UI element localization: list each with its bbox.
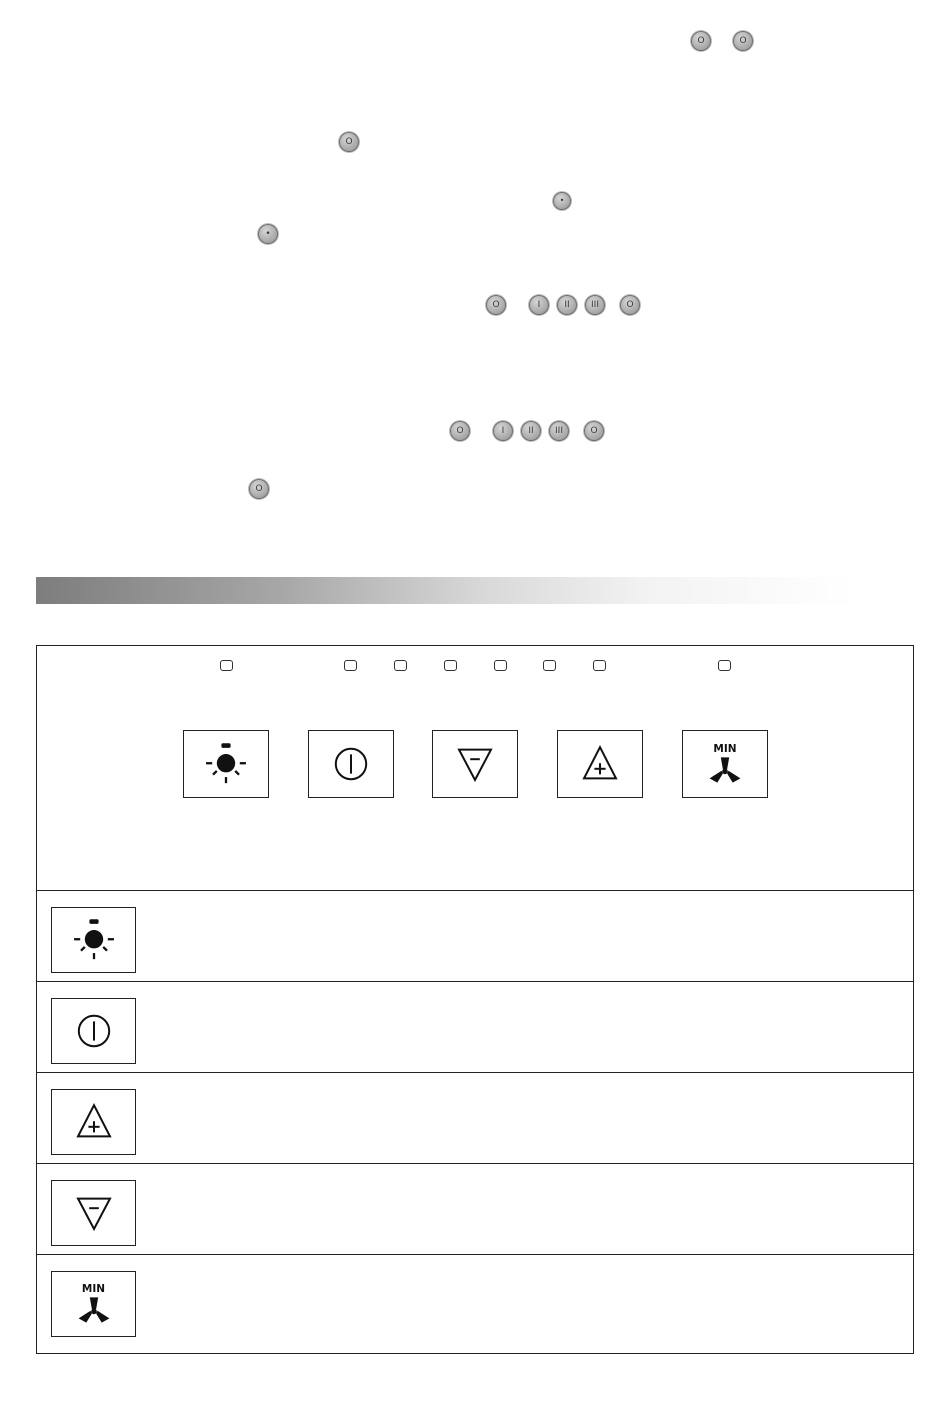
row-divider (37, 981, 913, 982)
round-button: II (521, 421, 541, 441)
legend-speed-down-key (51, 1180, 136, 1246)
legend-light-key (51, 907, 136, 973)
round-button: III (549, 421, 569, 441)
legend-speed-up-key (51, 1089, 136, 1155)
round-button: O (339, 132, 359, 152)
round-button: II (557, 295, 577, 315)
row-divider (37, 1072, 913, 1073)
row-divider (37, 890, 913, 891)
fan-min-icon (73, 1295, 115, 1325)
section-divider-bar (36, 577, 856, 604)
indicator-light (593, 660, 606, 671)
indicator-light (444, 660, 457, 671)
light-bulb-icon (203, 741, 249, 787)
indicator-light (718, 660, 731, 671)
round-button: • (258, 224, 278, 244)
min-label: MIN (713, 743, 737, 755)
power-icon (70, 1007, 118, 1055)
round-button: O (733, 31, 753, 51)
row-divider (37, 1254, 913, 1255)
indicator-light (543, 660, 556, 671)
power-key[interactable] (308, 730, 394, 798)
min-fan-key[interactable] (682, 730, 768, 798)
indicator-light (394, 660, 407, 671)
round-button: O (620, 295, 640, 315)
light-bulb-icon (71, 917, 117, 963)
legend-min-fan-key (51, 1271, 136, 1337)
speed-up-icon (70, 1098, 118, 1146)
speed-up-key[interactable] (557, 730, 643, 798)
row-divider (37, 1163, 913, 1164)
indicator-light (220, 660, 233, 671)
round-button: III (585, 295, 605, 315)
round-button: O (584, 421, 604, 441)
speed-down-key[interactable] (432, 730, 518, 798)
round-button: O (450, 421, 470, 441)
power-icon (327, 740, 375, 788)
round-button: O (691, 31, 711, 51)
round-button: I (529, 295, 549, 315)
legend-power-key (51, 998, 136, 1064)
speed-down-icon (451, 740, 499, 788)
min-label: MIN (81, 1283, 106, 1295)
light-key[interactable] (183, 730, 269, 798)
fan-min-icon (704, 755, 746, 785)
speed-up-icon (576, 740, 624, 788)
round-button: O (486, 295, 506, 315)
round-button: O (249, 479, 269, 499)
round-button: • (553, 192, 571, 210)
indicator-light (344, 660, 357, 671)
speed-down-icon (70, 1189, 118, 1237)
round-button: I (493, 421, 513, 441)
indicator-light (494, 660, 507, 671)
